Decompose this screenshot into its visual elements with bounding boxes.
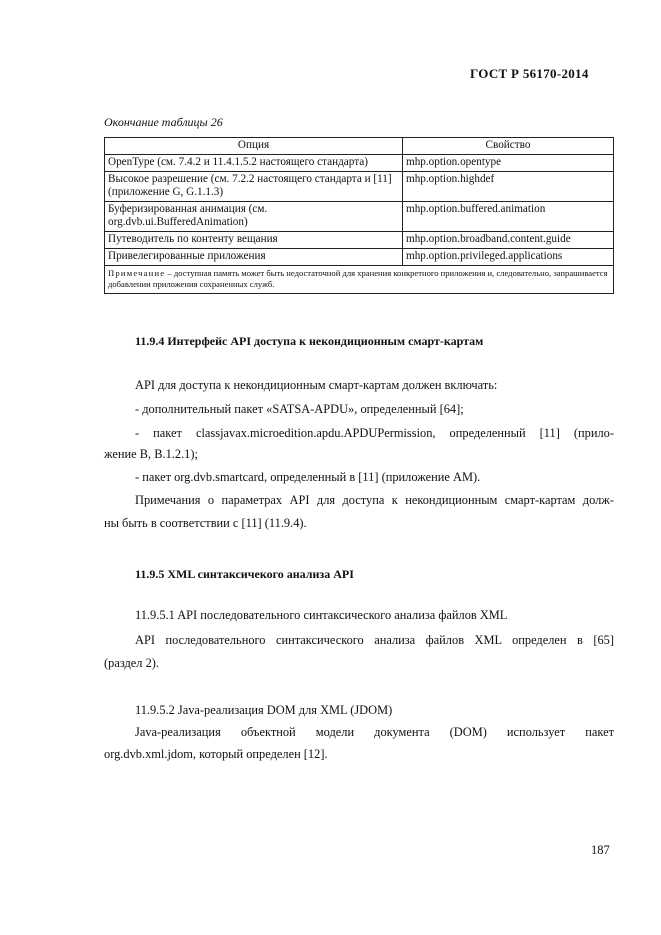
list-item: - дополнительный пакет «SATSA-APDU», определенный [64];	[135, 402, 464, 416]
options-table	[104, 137, 614, 294]
table-cell: mhp.option.privileged.applications	[403, 249, 614, 266]
column-header: Опция	[105, 138, 403, 155]
subsection-heading: 11.9.5.2 Java-реализация DOM для XML (JDOM)	[135, 703, 393, 717]
paragraph-continuation: org.dvb.xml.jdom, который определен [12].	[104, 747, 328, 761]
paragraph-continuation: ны быть в соответствии с [11] (11.9.4).	[104, 516, 307, 530]
paragraph: API последовательного синтаксического анализа файлов XML определен в [65]	[135, 633, 614, 647]
table-caption: Окончание таблицы 26	[104, 115, 223, 129]
paragraph: Примечания о параметрах API для доступа к некондиционным смарт-картам долж-	[135, 493, 614, 507]
section-heading: 11.9.5 XML синтаксичекого анализа API	[135, 567, 354, 581]
paragraph: Java-реализация объектной модели документа (DOM) использует пакет	[135, 725, 614, 739]
table-row	[105, 249, 614, 266]
table-cell: Буферизированная анимация (см. org.dvb.ui.BufferedAnimation)	[105, 202, 403, 232]
table-cell: Высокое разрешение (см. 7.2.2 настоящего стандарта и [11] (приложение G, G.1.1.3)	[105, 172, 403, 202]
table-cell: mhp.option.broadband.content.guide	[403, 232, 614, 249]
list-item-continuation: жение В, В.1.2.1);	[104, 447, 198, 461]
note-label: Примечание	[108, 268, 166, 278]
table-row	[105, 232, 614, 249]
section-heading: 11.9.4 Интерфейс API доступа к некондиционным смарт-картам	[135, 334, 484, 348]
list-item: - пакет org.dvb.smartcard, определенный в [11] (приложение AM).	[135, 470, 481, 484]
table-cell: mhp.option.buffered.animation	[403, 202, 614, 232]
table-cell: Путеводитель по контенту вещания	[105, 232, 403, 249]
table-cell: mhp.option.opentype	[403, 155, 614, 172]
paragraph-continuation: (раздел 2).	[104, 656, 159, 670]
column-header: Свойство	[403, 138, 614, 155]
note-text: – доступная память может быть недостаточной для хранения конкретного приложения и, следовательно, запрашивается добавлении приложения сохраненных служб.	[108, 268, 608, 289]
table-header-row	[105, 138, 614, 155]
table-row	[105, 172, 614, 202]
subsection-heading: 11.9.5.1 API последовательного синтаксического анализа файлов XML	[135, 608, 508, 622]
table-cell: Привелегированные приложения	[105, 249, 403, 266]
list-item: - пакет classjavax.microedition.apdu.APDUPermission, определенный [11] (прило-	[135, 426, 614, 440]
table-row	[105, 155, 614, 172]
table-note-row	[105, 266, 614, 294]
table-cell: mhp.option.highdef	[403, 172, 614, 202]
table-cell: OpenType (см. 7.4.2 и 11.4.1.5.2 настоящего стандарта)	[105, 155, 403, 172]
table-note	[105, 266, 614, 294]
document-code-header: ГОСТ Р 56170-2014	[470, 66, 589, 81]
table-row	[105, 202, 614, 232]
paragraph: API для доступа к некондиционным смарт-картам должен включать:	[135, 378, 498, 392]
page-number: 187	[591, 843, 610, 857]
